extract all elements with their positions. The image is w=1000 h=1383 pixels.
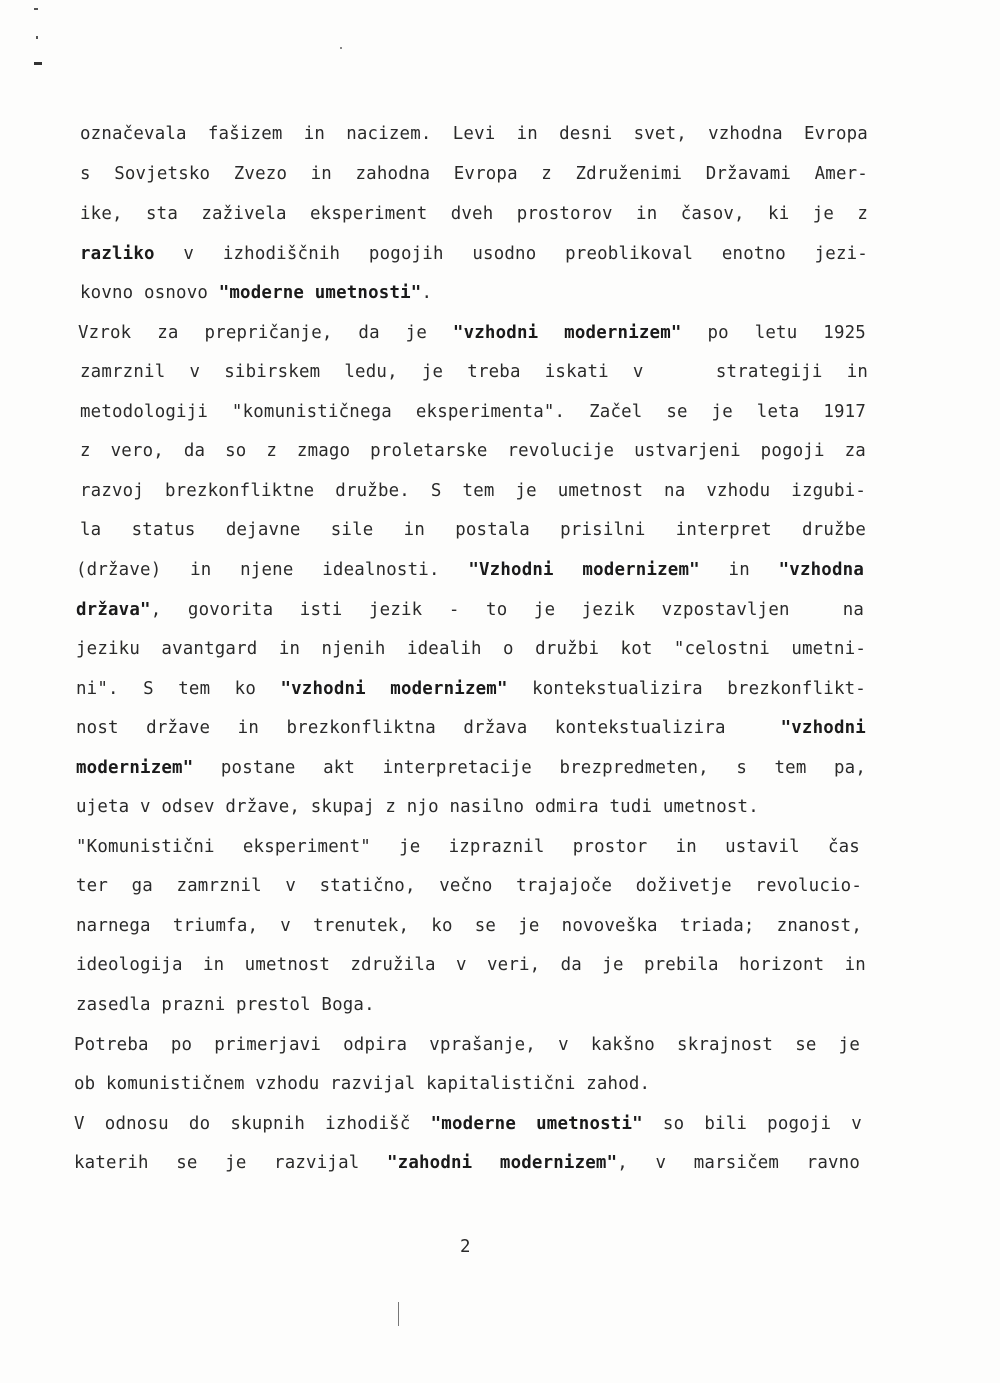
text-run: jeziku avantgard in njenih idealih o družbi kot "celostni umetni- — [76, 639, 867, 659]
text-line — [78, 323, 866, 343]
bold-phrase: razliko — [80, 244, 155, 264]
text-line — [76, 995, 375, 1015]
text-line — [76, 955, 866, 975]
text-run: zamrznil v sibirskem ledu, je treba iskati v strategiji in — [80, 362, 869, 382]
text-run: ike, sta zaživela eksperiment dveh prostorov in časov, ki je z — [80, 204, 869, 224]
text-run: kontekstualizira brezkonflikt- — [507, 679, 866, 699]
text-run: so bili pogoji v — [642, 1114, 862, 1134]
bold-phrase: "Vzhodni modernizem" — [468, 560, 700, 580]
text-line — [76, 916, 862, 936]
text-line — [76, 797, 759, 817]
bold-phrase: država" — [76, 600, 151, 620]
text-run: postane akt interpretacije brezpredmeten, s tem pa, — [193, 758, 867, 778]
text-line — [80, 481, 866, 501]
text-run: "Komunistični eksperiment" je izpraznil prostor in ustavil čas — [76, 837, 860, 857]
bold-phrase: "vzhodna — [778, 560, 864, 580]
text-run: razvoj brezkonfliktne družbe. S tem je umetnost na vzhodu izgubi- — [80, 481, 866, 501]
bold-phrase: "vzhodni — [780, 718, 866, 738]
text-run: (države) in njene idealnosti. — [76, 560, 469, 580]
text-line — [80, 164, 868, 184]
text-line — [76, 639, 866, 659]
page-number: 2 — [460, 1237, 471, 1257]
text-run: , v marsičem ravno — [617, 1153, 861, 1173]
text-line — [76, 837, 860, 857]
text-line — [80, 283, 432, 303]
text-line — [74, 1153, 860, 1173]
text-run: katerih se je razvijal — [74, 1153, 387, 1173]
text-run: zasedla prazni prestol Boga. — [76, 995, 375, 1015]
bold-phrase: "zahodni modernizem" — [386, 1153, 618, 1173]
scan-speck — [340, 47, 342, 49]
text-line — [80, 244, 868, 264]
text-line — [80, 520, 866, 540]
text-run: ni". S tem ko — [76, 679, 281, 699]
text-line — [76, 876, 862, 896]
text-run: označevala fašizem in nacizem. Levi in desni svet, vzhodna Evropa — [80, 124, 868, 144]
text-run: metodologiji "komunističnega eksperimenta". Začel se je leta 1917 — [80, 402, 867, 422]
text-line — [76, 758, 866, 778]
text-line — [80, 204, 868, 224]
scan-speck — [36, 36, 38, 39]
text-run: ob komunističnem vzhodu razvijal kapitalistični zahod. — [74, 1074, 651, 1094]
text-line — [80, 441, 866, 461]
text-run: nost države in brezkonfliktna država kontekstualizira — [76, 718, 781, 738]
text-run: po letu 1925 — [681, 323, 866, 343]
text-run: ideologija in umetnost združila v veri, da je prebila horizont in — [76, 955, 866, 975]
text-line — [74, 1074, 650, 1094]
text-run: . — [421, 283, 433, 303]
text-run: Potreba po primerjavi odpira vprašanje, v kakšno skrajnost se je — [74, 1035, 861, 1055]
bold-phrase: "moderne umetnosti" — [430, 1114, 643, 1134]
text-run: narnega triumfa, v trenutek, ko se je novoveška triada; znanost, — [76, 916, 863, 936]
bold-phrase: modernizem" — [76, 758, 194, 778]
text-run: kovno osnovo — [80, 283, 219, 303]
text-line — [74, 1035, 860, 1055]
text-line — [74, 1114, 862, 1134]
text-line — [76, 718, 866, 738]
scan-speck — [398, 1302, 399, 1326]
text-run: ujeta v odsev države, skupaj z njo nasilno odmira tudi umetnost. — [76, 797, 759, 817]
text-line — [80, 362, 868, 382]
text-run: v izhodiščnih pogojih usodno preoblikoval enotno jezi- — [154, 244, 868, 264]
text-run: s Sovjetsko Zvezo in zahodna Evropa z Združenimi Državami Amer- — [80, 164, 868, 184]
bold-phrase: "vzhodni modernizem" — [280, 679, 508, 699]
text-run: z vero, da so z zmago proletarske revolucije ustvarjeni pogoji za — [80, 441, 866, 461]
text-line — [76, 679, 866, 699]
text-run: V odnosu do skupnih izhodišč — [74, 1114, 431, 1134]
bold-phrase: "vzhodni modernizem" — [452, 323, 682, 343]
text-run: la status dejavne sile in postala prisilni interpret družbe — [80, 520, 867, 540]
scan-speck — [34, 8, 38, 10]
text-line — [76, 600, 864, 620]
text-line — [76, 560, 864, 580]
bold-phrase: "moderne umetnosti" — [218, 283, 422, 303]
text-line — [80, 124, 868, 144]
scan-speck — [34, 62, 42, 65]
text-run: ter ga zamrznil v statično, večno trajajoče doživetje revolucio- — [76, 876, 863, 896]
text-run: Vzrok za prepričanje, da je — [78, 323, 453, 343]
text-line — [80, 402, 866, 422]
text-run: in — [699, 560, 779, 580]
text-run: , govorita isti jezik - to je jezik vzpostavljen na — [150, 600, 865, 620]
